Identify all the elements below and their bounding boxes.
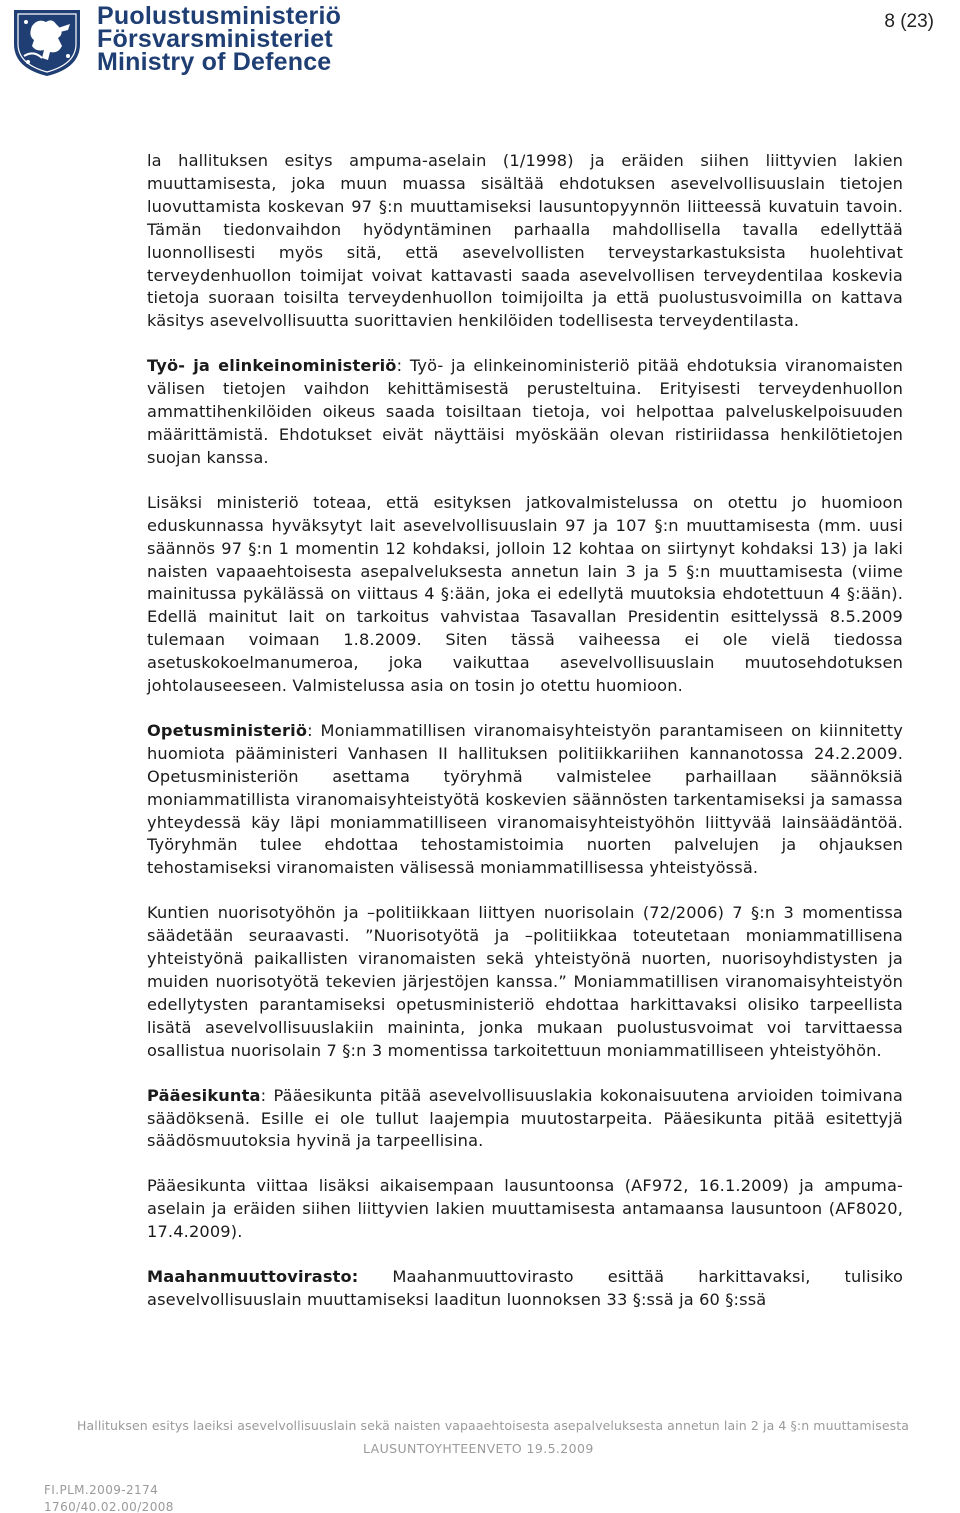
footer-description: Hallituksen esitys laeiksi asevelvollisuuslain sekä naisten vapaaehtoisesta asepalveluksesta annetun lain 2 ja 4 §:n muuttamisesta <box>77 1418 909 1433</box>
paragraph-7: Pääesikunta viittaa lisäksi aikaisempaan lausuntoonsa (AF972, 16.1.2009) ja ampuma-aselain ja eräiden siihen liittyvien lakien muuttamisesta antamaansa lausuntoon (AF8020, 17.4.2009). <box>147 1176 903 1242</box>
paragraph-3: Lisäksi ministeriö toteaa, että esityksen jatkovalmistelussa on otettu jo huomioon eduskunnassa hyväksytyt lait asevelvollisuuslain 97 ja 107 §:n muuttamisesta (mm. uusi säännös 97 §:n 1 momentin 12 kohdaksi, jolloin 12 kohtaa on siirtynyt kohdaksi 13) ja laki naisten vapaaehtoisesta asepalveluksesta annetun lain 3 ja 5 §:n muuttamisesta (viime mainitussa pykälässä on viittaus 4 §:ään, joka ei edellytä muutoksia ehdotettuun 4 §:ään). Edellä mainitut lait on tarkoitus vahvistaa Tasavallan Presidentin esittelyssä 8.5.2009 tulemaan voimaan 1.8.2009. Siten tässä vaiheessa ei ole vielä tiedossa asetuskokoelmanumeroa, joka vaikuttaa asevelvollisuuslain muutosehdotuksen johtolauseeseen. Valmistelussa asia on tosin jo otettu huomioon. <box>147 492 903 696</box>
footer-summary: LAUSUNTOYHTEENVETO 19.5.2009 <box>363 1441 594 1456</box>
document-body <box>147 150 903 1334</box>
paragraph-8 <box>147 1266 903 1312</box>
footer-reference-code: FI.PLM.2009-2174 <box>44 1483 159 1497</box>
lion-coat-of-arms-icon <box>8 6 86 78</box>
paragraph-6-label: Pääesikunta <box>147 1085 261 1105</box>
letterhead <box>0 0 960 86</box>
paragraph-2-label: Työ- ja elinkeinoministeriö <box>147 356 397 376</box>
ministry-name <box>97 2 342 76</box>
ministry-name-sv: Försvarsministeriet <box>97 25 333 53</box>
paragraph-8-text: Maahanmuuttovirasto esittää harkittavaksi, tulisiko asevelvollisuuslain muuttamiseksi laaditun luonnoksen 33 §:ssä ja 60 §:ssä <box>147 1267 903 1309</box>
paragraph-6-text: : Pääesikunta pitää asevelvollisuuslakia kokonaisuutena arvioiden toimivana säädöksenä. Esille ei ole tullut laajempia muutostarpeita. Pääesikunta pitää esitettyjä säädösmuutoksia hyvinä ja tarpeellisina. <box>147 1085 903 1151</box>
paragraph-5: Kuntien nuorisotyöhön ja –politiikkaan liittyen nuorisolain (72/2006) 7 §:n 3 momentissa säädetään seuraavasti. ”Nuorisotyötä ja –politiikkaa toteutetaan moniammatillisena yhteistyönä paikallisten viranomaisten sekä yhteistyönä nuorten, nuorisoyhdistysten ja muiden nuorisotyötä tekevien järjestöjen kanssa.” Moniammatillisen viranomaisyhteistyön edellytysten parantamiseksi opetusministeriö ehdottaa harkittavaksi olisiko tarpeellista lisätä asevelvollisuuslakiin maininta, jonka mukaan puolustusvoimat voi tarvittaessa osallistua nuorisolain 7 §:n 3 momentissa tarkoitettuun moniammatilliseen yhteistyöhön. <box>147 903 903 1060</box>
paragraph-4-label: Opetusministeriö <box>147 720 308 740</box>
ministry-name-en: Ministry of Defence <box>97 48 332 76</box>
paragraph-1: la hallituksen esitys ampuma-aselain (1/1998) ja eräiden siihen liittyvien lakien muuttamisesta, joka muun muassa sisältää ehdotuksen asevelvollisuuslain tietojen luovuttamista koskevan 97 §:n muuttamiseksi lausuntopyynnön liitteessä kuvatuin tavoin. Tämän tiedonvaihdon hyödyntäminen parhaalla mahdollisella tavalla edellyttää luonnollisesti myös sitä, että asevelvollisten terveystarkastuksista huolehtivat terveydenhuollon toimijat voivat kattavasti saada asevelvollisen terveydentilaa koskevia tietoja suoraan toisilta terveydenhuollon toimijoilta ja että puolustusvoimilla on kattava käsitys asevelvollisuutta suorittavien henkilöiden todellisesta terveydentilasta. <box>147 151 903 331</box>
paragraph-8-label: Maahanmuuttovirasto: <box>147 1267 359 1287</box>
paragraph-6 <box>147 1085 903 1154</box>
paragraph-2 <box>147 355 903 470</box>
footer-archive-code: 1760/40.02.00/2008 <box>44 1500 174 1513</box>
paragraph-4 <box>147 720 903 880</box>
paragraph-4-text: : Moniammatillisen viranomaisyhteistyön parantamiseen on kiinnitetty huomiota pääministeri Vanhasen II hallituksen politiikkariihen kannanotossa 24.2.2009. Opetusministeriön asettama työryhmä valmistelee parhaillaan säännöksiä moniammatillista viranomaisyhteistyötä koskevien säännösten tarkentamiseksi ja samassa yhteydessä käy läpi moniammatilliseen viranomaisyhteistyöhön liittyvää lainsäädäntöä. Työryhmän tulee ehdottaa tehostamistoimia nuorten palvelujen ja ohjauksen tehostamiseksi viranomaisten välisessä moniammatillisessa yhteistyössä. <box>147 720 903 878</box>
ministry-name-fi: Puolustusministeriö <box>97 2 342 30</box>
page-number: 8 (23) <box>884 11 934 32</box>
paragraph-2-text: : Työ- ja elinkeinoministeriö pitää ehdotuksia viranomaisten välisen tietojen vaihdon kehittämisestä perusteltuina. Erityisesti terveydenhuollon ammattihenkilöiden oikeus saada toisiltaan tietoja, voi helpottaa palveluskelpoisuuden määrittämistä. Ehdotukset eivät näyttäisi myöskään olevan ristiriidassa henkilötietojen suojan kanssa. <box>147 356 904 467</box>
